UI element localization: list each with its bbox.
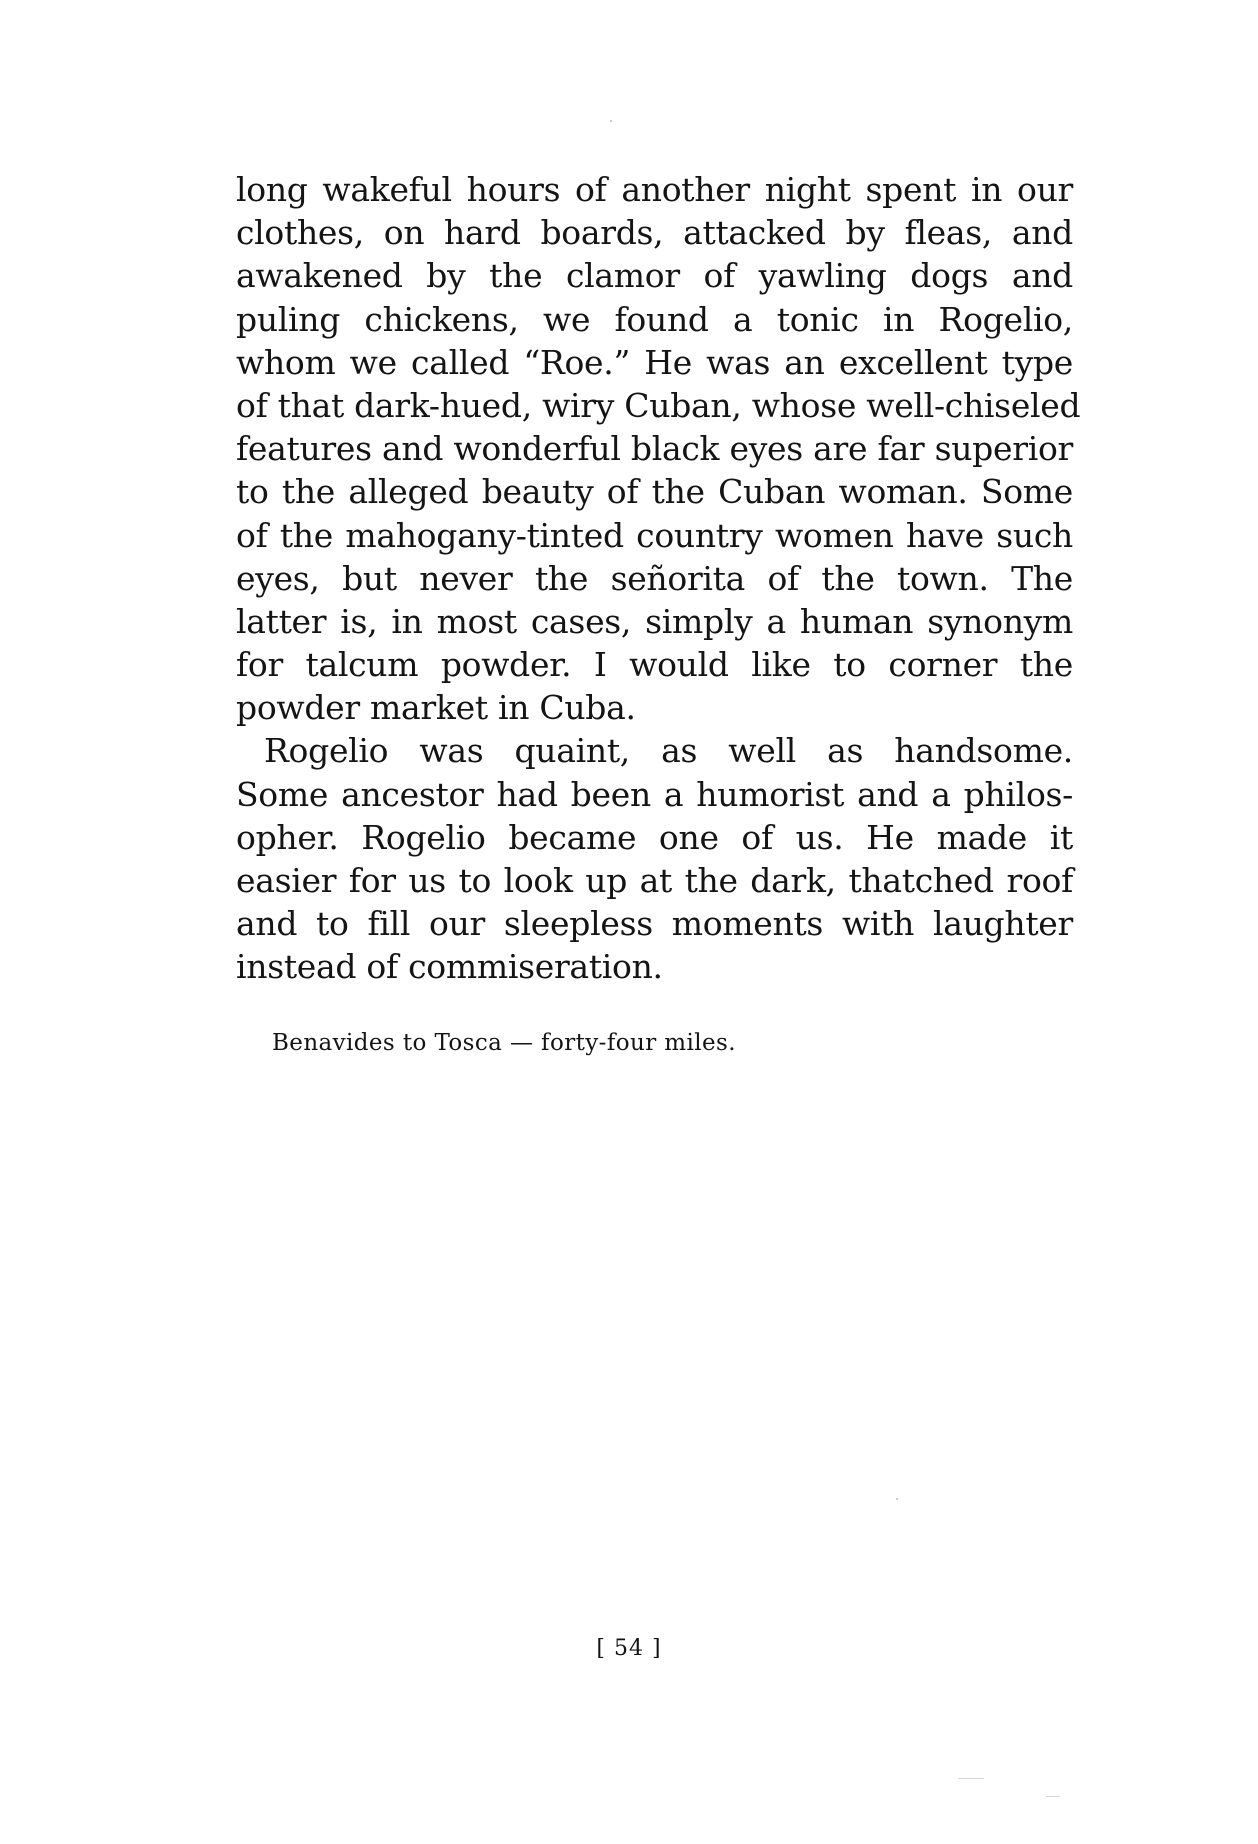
- text-line: of that dark-hued, wiry Cuban, whose well-chiseled: [236, 385, 1081, 425]
- text-line: latter is, in most cases, simply a human synonym: [236, 601, 1073, 641]
- text-line: and to fill our sleepless moments with laughter: [236, 904, 1073, 944]
- text-line: clothes, on hard boards, attacked by fleas, and: [236, 213, 1073, 253]
- text-line: whom we called “Roe.” He was an excellent type: [236, 342, 1073, 382]
- text-line: of the mahogany-tinted country women have such: [236, 515, 1073, 555]
- text-line: awakened by the clamor of yawling dogs and: [236, 256, 1073, 296]
- scan-speck: [1046, 1796, 1060, 1797]
- text-line: Some ancestor had been a humorist and a philos-: [236, 774, 1073, 814]
- paragraph-1: [236, 168, 1081, 729]
- text-line: features and wonderful black eyes are far superior: [236, 429, 1073, 469]
- text-line: powder market in Cuba.: [236, 688, 636, 728]
- text-line: for talcum powder. I would like to corner the: [236, 645, 1073, 685]
- text-line: long wakeful hours of another night spent in our: [236, 170, 1073, 209]
- scan-speck: [610, 120, 612, 122]
- page-number: [ 54 ]: [596, 1636, 662, 1661]
- text-line: puling chickens, we found a tonic in Rogelio,: [236, 299, 1073, 339]
- scan-speck: [896, 1498, 898, 1500]
- route-caption: Benavides to Tosca — forty-four miles.: [272, 1030, 736, 1056]
- text-line: to the alleged beauty of the Cuban woman. Some: [236, 472, 1073, 512]
- scan-speck: [958, 1778, 984, 1779]
- text-line: Rogelio was quaint, as well as handsome.: [264, 731, 1073, 771]
- text-line: easier for us to look up at the dark, thatched roof: [236, 861, 1073, 900]
- text-line: instead of commiseration.: [236, 947, 663, 987]
- text-line: eyes, but never the señorita of the town. The: [236, 558, 1073, 598]
- body-text: [236, 168, 1081, 989]
- paragraph-2: [236, 729, 1073, 988]
- text-line: opher. Rogelio became one of us. He made it: [236, 817, 1073, 857]
